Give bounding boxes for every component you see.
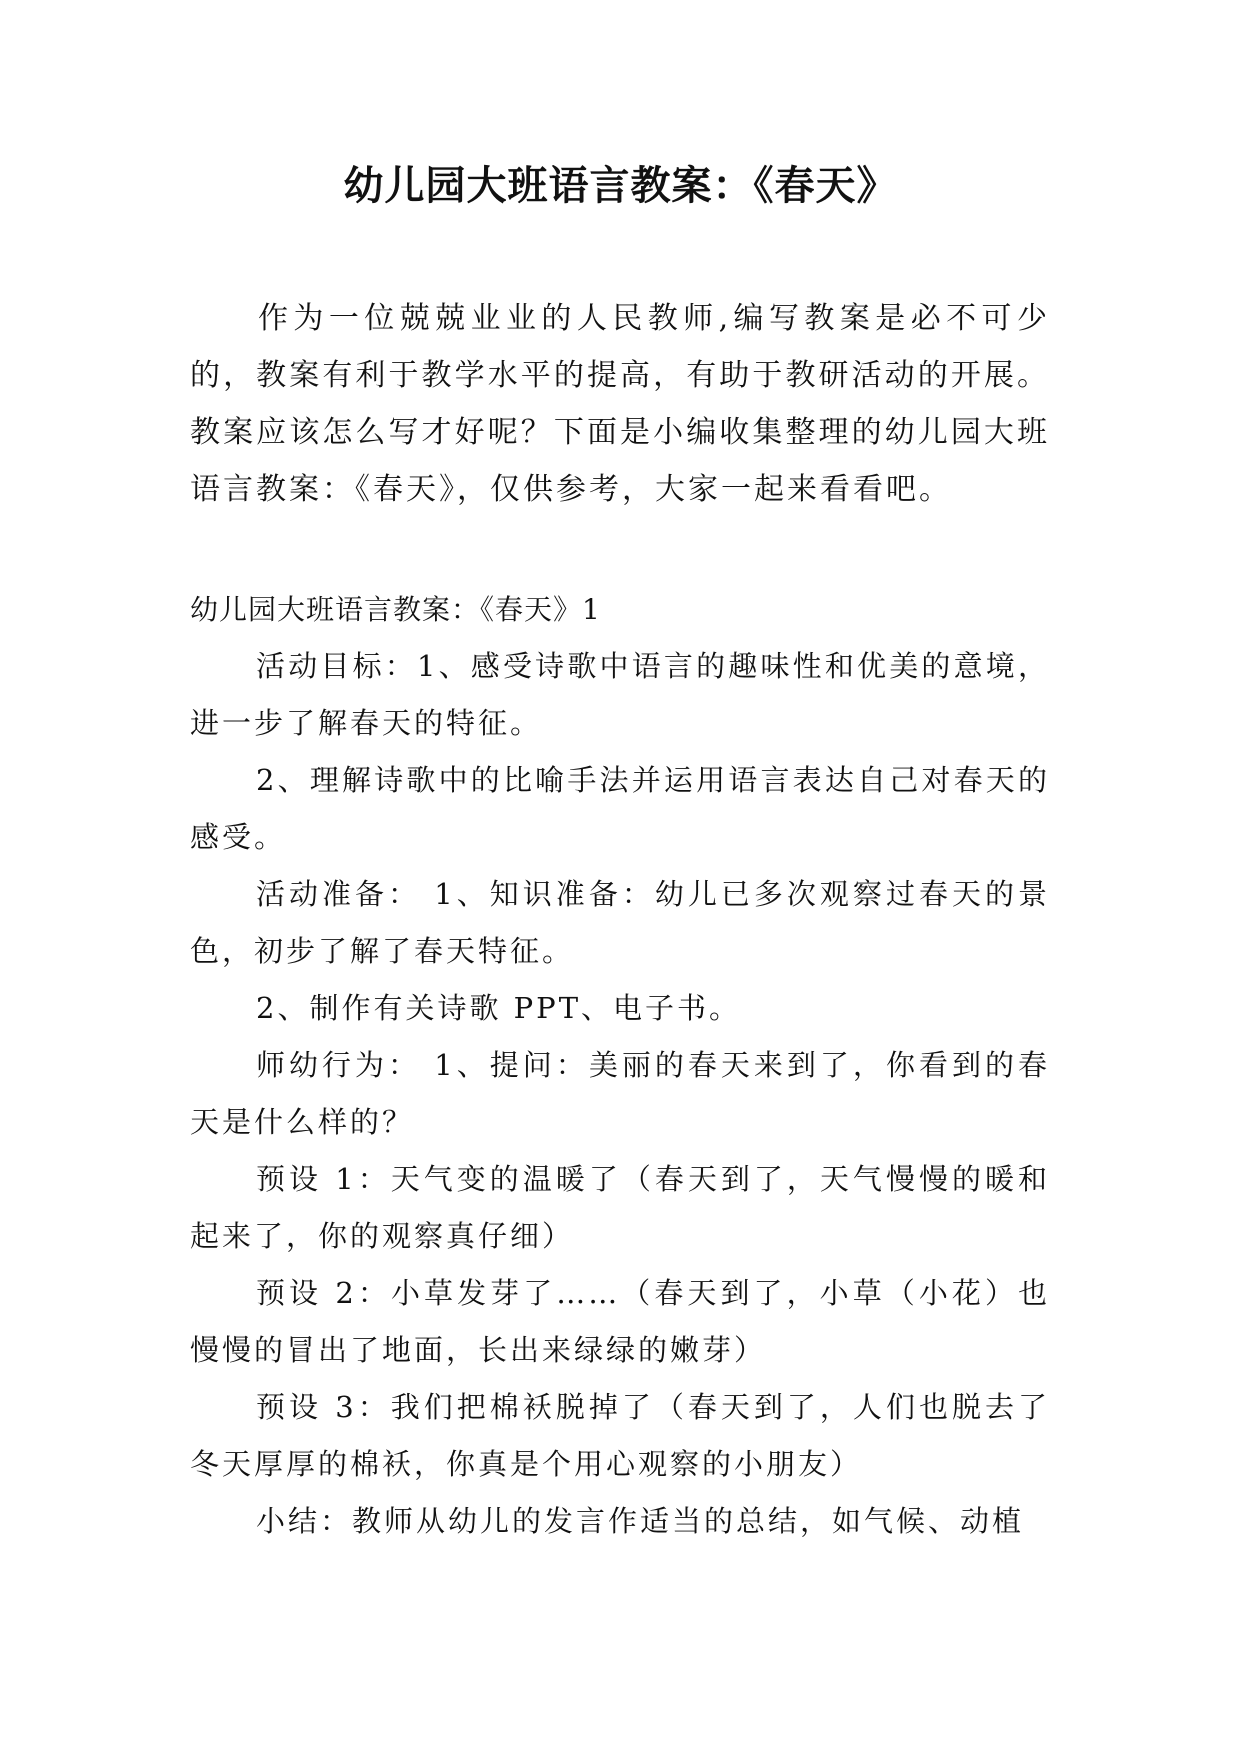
paragraph-preset-3: 预设 3：我们把棉袄脱掉了（春天到了，人们也脱去了冬天厚厚的棉袄，你真是个用心观察的小朋友） — [190, 1390, 1050, 1481]
intro-paragraph: 作为一位兢兢业业的人民教师,编写教案是必不可少的，教案有利于教学水平的提高，有助于教研活动的开展。教案应该怎么写才好呢？下面是小编收集整理的幼儿园大班语言教案：《春天》，仅供参考，大家一起来看看吧。 — [190, 301, 1050, 507]
paragraph-summary: 小结：教师从幼儿的发言作适当的总结，如气候、动植 — [256, 1504, 1025, 1538]
paragraph-teacher-action: 师幼行为： 1、提问：美丽的春天来到了，你看到的春天是什么样的？ — [190, 1048, 1050, 1139]
paragraph-preset-2: 预设 2：小草发芽了……（春天到了，小草（小花）也慢慢的冒出了地面，长出来绿绿的嫩芽） — [190, 1276, 1050, 1367]
document-title: 幼儿园大班语言教案：《春天》 — [343, 162, 898, 209]
paragraph-preset-1: 预设 1：天气变的温暖了（春天到了，天气慢慢的暖和起来了，你的观察真仔细） — [190, 1162, 1050, 1253]
section-heading: 幼儿园大班语言教案：《春天》1 — [190, 593, 601, 626]
paragraph-activity-goal-2: 2、理解诗歌中的比喻手法并运用语言表达自己对春天的感受。 — [190, 763, 1050, 854]
paragraph-preparation-1: 活动准备： 1、知识准备：幼儿已多次观察过春天的景色，初步了解了春天特征。 — [190, 877, 1050, 968]
lesson-section — [190, 582, 1050, 1550]
paragraph-activity-goal-1: 活动目标：1、感受诗歌中语言的趣味性和优美的意境，进一步了解春天的特征。 — [190, 649, 1050, 740]
paragraph-preparation-2: 2、制作有关诗歌 PPT、电子书。 — [256, 991, 742, 1025]
